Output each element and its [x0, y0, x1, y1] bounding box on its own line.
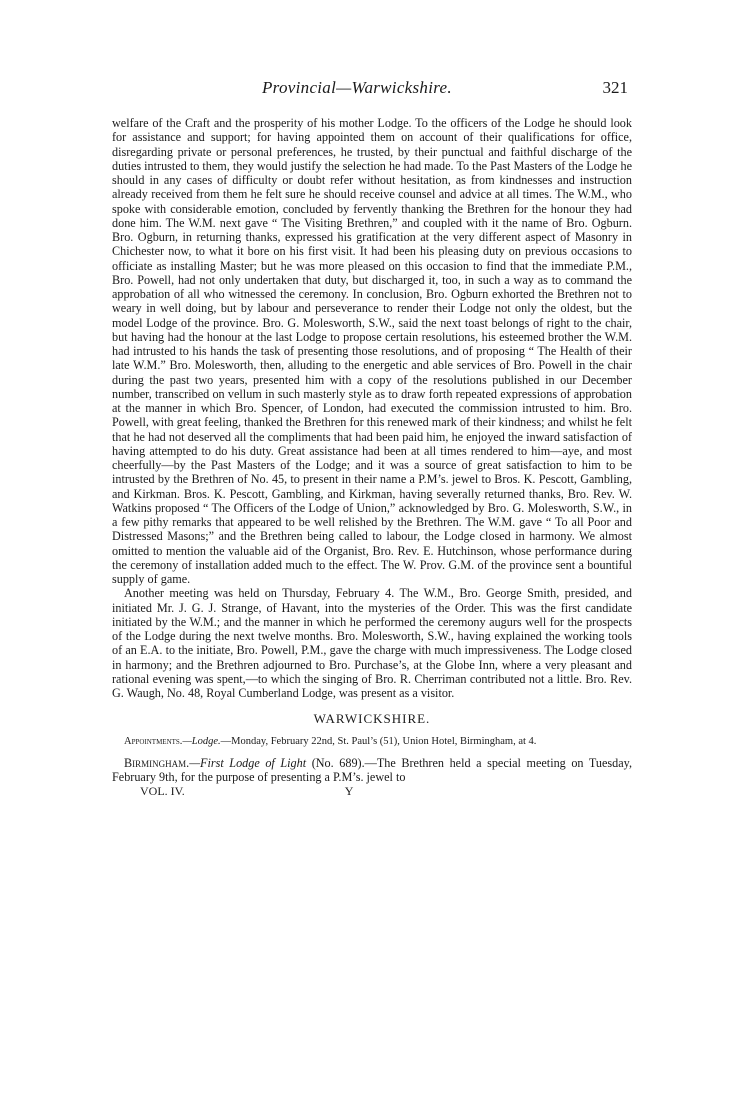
birmingham-lodge-name: —First Lodge of Light: [189, 755, 307, 770]
birmingham-text: (No. 689).—The Brethren held a special meeting on Tuesday, February 9th, for the purpose of presenting a P.M’s. jewel to: [112, 755, 632, 784]
section-heading-warwickshire: WARWICKSHIRE.: [313, 711, 431, 727]
appointments-lodge: —Lodge.: [182, 735, 221, 747]
footer-signature-line: [112, 784, 632, 798]
body-text: [112, 116, 632, 798]
appointments-paragraph: [112, 735, 632, 748]
running-title: Provincial—Warwickshire.: [262, 78, 452, 97]
birmingham-label: Birmingham.: [124, 755, 190, 770]
appointments-text: —Monday, February 22nd, St. Paul’s (51), Union Hotel, Birmingham, at 4.: [220, 735, 537, 747]
appointments-label: Appointments.: [124, 735, 183, 747]
signature-mark: Y: [344, 784, 354, 798]
birmingham-paragraph: [112, 756, 632, 785]
page-number: 321: [602, 78, 628, 97]
paragraph-1: welfare of the Craft and the prosperity of his mother Lodge. To the officers of the Lodge he should look for assistance and support; for having appointed them on account of their qualifications for office, disregarding private or personal preferences, he trusted, by their punctual and faithful discharge of the duties intrusted to them, they would justify the selection he had made. To the Past Masters of the Lodge he should in any cases of difficulty or doubt refer without hesitation, as from kindnesses and instruction already received from them he felt sure he should receive counsel and advice at all times. The W.M., who spoke with considerable emotion, concluded by fervently thanking the Brethren for the honour they had done him. The W.M. next gave “ The Visiting Brethren,” and coupled with it the name of Bro. Ogburn. Bro. Ogburn, in returning thanks, expressed his gratification at the very different aspect of Masonry in Chichester now, to what it bore on his first visit. It had been his pleasing duty on previous occasions to officiate as installing Master; but he was more pleased on this occasion to find that the immediate P.M., Bro. Powell, had not only undertaken that duty, but discharged it, too, in such a way as to command the approbation of all who witnessed the ceremony. In conclusion, Bro. Ogburn exhorted the Brethren not to weary in well doing, but by labour and perseverance to render their Lodge not only the oldest, but the model Lodge of the province. Bro. G. Molesworth, S.W., said the next toast belongs of right to the chair, but having had the honour at the last Lodge to propose certain resolutions, his esteemed brother the W.M. had intrusted to his hands the task of presenting those resolutions, and of proposing “ The Health of their late W.M.” Bro. Molesworth, then, alluding to the energetic and able services of Bro. Powell in the chair during the past two years, presented him with a copy of the resolutions published in our December number, transcribed on vellum in such masterly style as to draw forth repeated expressions of approbation at the manner in which Bro. Spencer, of London, had executed the commission intrusted to him. Bro. Powell, with great feeling, thanked the Brethren for this renewed mark of their kindness; and whilst he felt that he had not deserved all the compliments that had been paid him, he enjoyed the inward satisfaction of having attempted to do his duty. Great assistance had been at all times rendered to him—aye, and most cheerfully—by the Past Masters of the Lodge; and it was a source of great satisfaction to him to be intrusted by the Brethren of No. 45, to present in their name a P.M’s. jewel to Bros. K. Pescott, Gambling, and Kirkman. Bros. K. Pescott, Gambling, and Kirkman, having severally returned thanks, Bro. Rev. W. Watkins proposed “ The Officers of the Lodge of Union,” acknowledged by Bro. G. Molesworth, S.W., in a few pithy remarks that appeared to be well relished by the Brethren. The W.M. gave “ To all Poor and Distressed Masons;” and the Brethren being called to labour, the Lodge closed in harmony. We almost omitted to mention the valuable aid of the Organist, Bro. Rev. E. Hutchinson, whose performance during the ceremony of installation added much to the effect. The W. Prov. G.M. of the province sent a bountiful supply of game.: [112, 116, 632, 586]
page-header: [112, 78, 632, 102]
volume-label: VOL. IV.: [140, 784, 185, 798]
paragraph-2: Another meeting was held on Thursday, February 4. The W.M., Bro. George Smith, presided, and initiated Mr. J. G. J. Strange, of Havant, into the mysteries of the Order. This was the first candidate initiated by the W.M.; and the manner in which he performed the ceremony augurs well for the prospects of the Lodge during the next twelve months. Bro. Molesworth, S.W., having explained the working tools of an E.A. to the initiate, Bro. Powell, P.M., gave the charge with much impressiveness. The Lodge closed in harmony; and the Brethren adjourned to Bro. Purchase’s, at the Globe Inn, where a very pleasant and rational evening was spent,—to which the singing of Bro. R. Cherriman contributed not a little. Bro. Rev. G. Waugh, No. 48, Royal Cumberland Lodge, was present as a visitor.: [112, 586, 632, 700]
